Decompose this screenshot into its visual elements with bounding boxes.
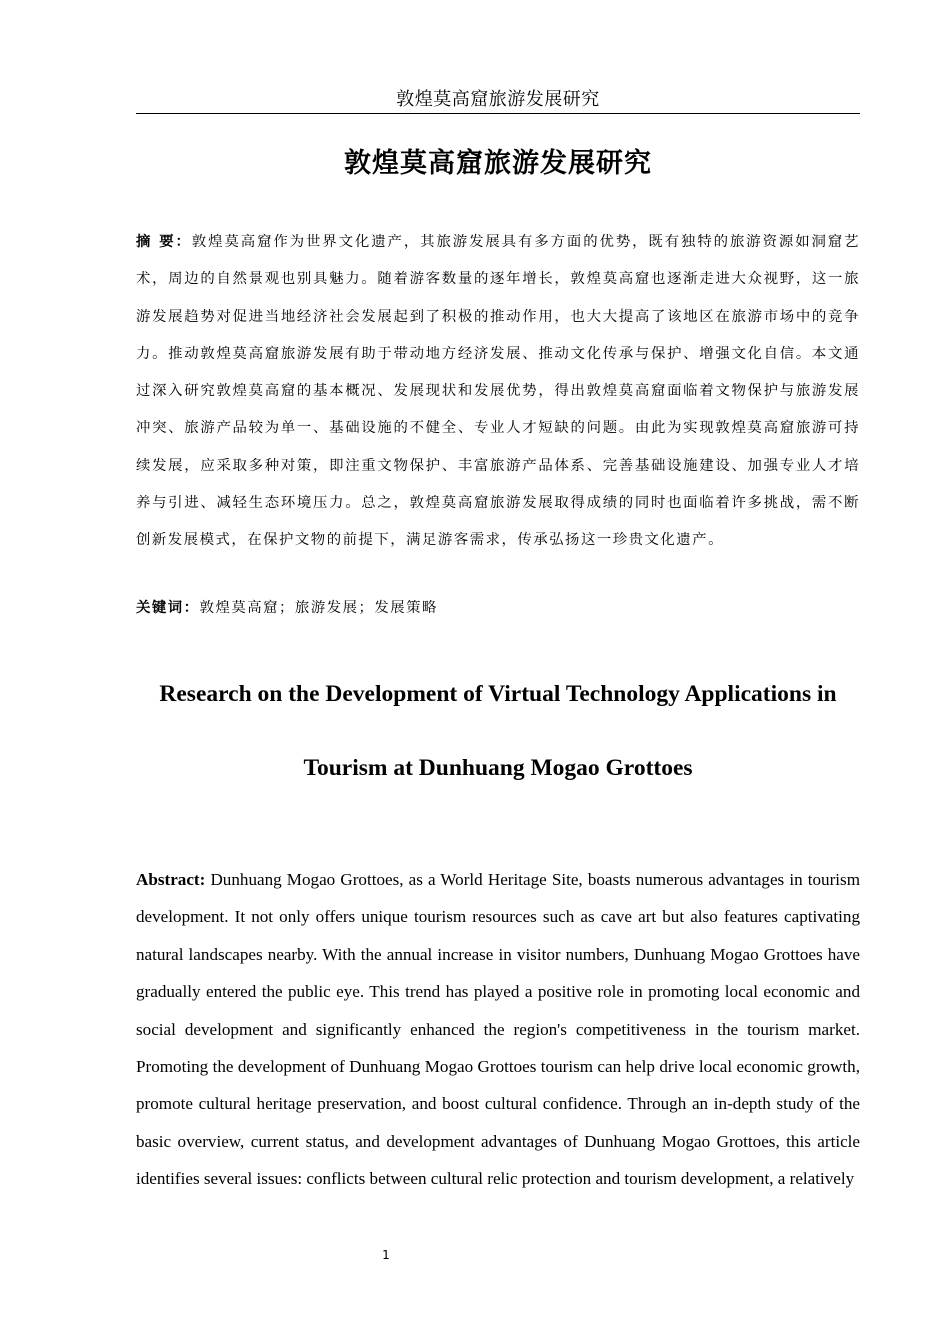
english-title-line-1: Research on the Development of Virtual Technology Applications in (159, 681, 837, 707)
chinese-abstract-label: 摘 要： (136, 234, 192, 250)
chinese-keywords-label: 关键词： (136, 600, 200, 616)
page-number: 1 (382, 1248, 390, 1262)
english-title (136, 657, 860, 805)
running-header: 敦煌莫高窟旅游发展研究 (136, 88, 860, 114)
chinese-title: 敦煌莫高窟旅游发展研究 (344, 148, 652, 179)
english-abstract (136, 861, 860, 1201)
chinese-keywords (136, 594, 860, 622)
english-title-line-2: Tourism at Dunhuang Mogao Grottoes (303, 755, 693, 781)
english-abstract-label: Abstract: (136, 870, 206, 889)
english-abstract-text: Dunhuang Mogao Grottoes, as a World Heritage Site, boasts numerous advantages in tourism development. It not only offers unique tourism resources such as cave art but also features captivating natural landscapes nearby. With the annual increase in visitor numbers, Dunhuang Mogao Grottoes have gradually entered the public eye. This trend has played a positive role in promoting local economic and social development and significantly enhanced the region's competitiveness in the tourism market. Promoting the development of Dunhuang Mogao Grottoes tourism can help drive local economic growth, promote cultural heritage preservation, and boost cultural confidence. Through an in-depth study of the basic overview, current status, and development advantages of Dunhuang Mogao Grottoes, this article identifies several issues: conflicts between cultural relic protection and tourism development, a relatively (136, 870, 860, 1189)
chinese-abstract (136, 224, 860, 560)
chinese-keywords-text: 敦煌莫高窟；旅游发展；发展策略 (199, 600, 438, 616)
chinese-abstract-text: 敦煌莫高窟作为世界文化遗产，其旅游发展具有多方面的优势，既有独特的旅游资源如洞窟艺术，周边的自然景观也别具魅力。随着游客数量的逐年增长，敦煌莫高窟也逐渐走进大众视野，这一旅游发展趋势对促进当地经济社会发展起到了积极的推动作用，也大大提高了该地区在旅游市场中的竞争力。推动敦煌莫高窟旅游发展有助于带动地方经济发展、推动文化传承与保护、增强文化自信。本文通过深入研究敦煌莫高窟的基本概况、发展现状和发展优势，得出敦煌莫高窟面临着文物保护与旅游发展冲突、旅游产品较为单一、基础设施的不健全、专业人才短缺的问题。由此为实现敦煌莫高窟旅游可持续发展，应采取多种对策，即注重文物保护、丰富旅游产品体系、完善基础设施建设、加强专业人才培养与引进、减轻生态环境压力。总之，敦煌莫高窟旅游发展取得成绩的同时也面临着许多挑战，需不断创新发展模式，在保护文物的前提下，满足游客需求，传承弘扬这一珍贵文化遗产。 (136, 234, 860, 549)
